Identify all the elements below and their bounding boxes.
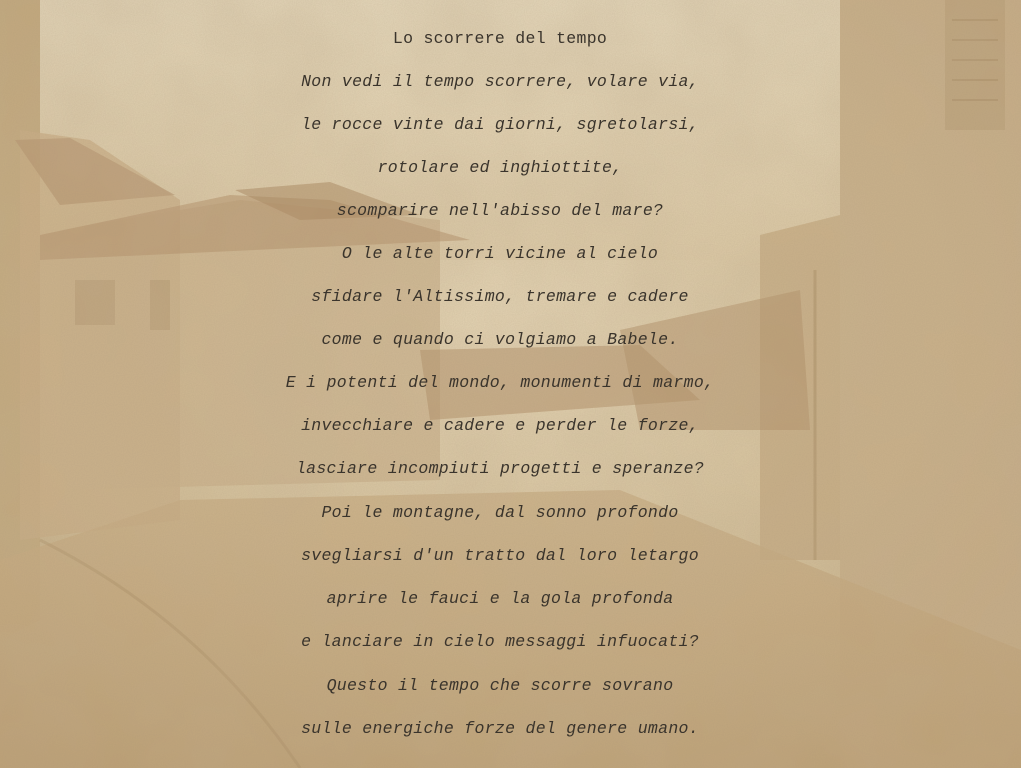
poem-line: le rocce vinte dai giorni, sgretolarsi, (301, 115, 699, 134)
poem-line: invecchiare e cadere e perder le forze, (301, 416, 699, 435)
poem-line: scomparire nell'abisso del mare? (336, 201, 664, 220)
poem-line: come e quando ci volgiamo a Babele. (321, 330, 679, 349)
poem-line: aprire le fauci e la gola profonda (326, 589, 674, 608)
poem-line: lasciare incompiuti progetti e speranze? (295, 459, 705, 478)
poem-line: rotolare ed inghiottite, (377, 158, 623, 177)
poem-title: Lo scorrere del tempo (392, 29, 608, 48)
poem-line: Non vedi il tempo scorrere, volare via, (301, 72, 699, 91)
poem-line: Questo il tempo che scorre sovrano (326, 676, 674, 695)
poem-line: e lanciare in cielo messaggi infuocati? (301, 632, 699, 651)
poem-line: Poi le montagne, dal sonno profondo (321, 503, 679, 522)
poem-line: sulle energiche forze del genere umano. (301, 719, 699, 738)
poem-line: sfidare l'Altissimo, tremare e cadere (311, 287, 689, 306)
poem-line: O le alte torri vicine al cielo (341, 244, 659, 263)
poem-line: E i potenti del mondo, monumenti di marmo, (285, 373, 715, 392)
poem-line: svegliarsi d'un tratto dal loro letargo (301, 546, 699, 565)
